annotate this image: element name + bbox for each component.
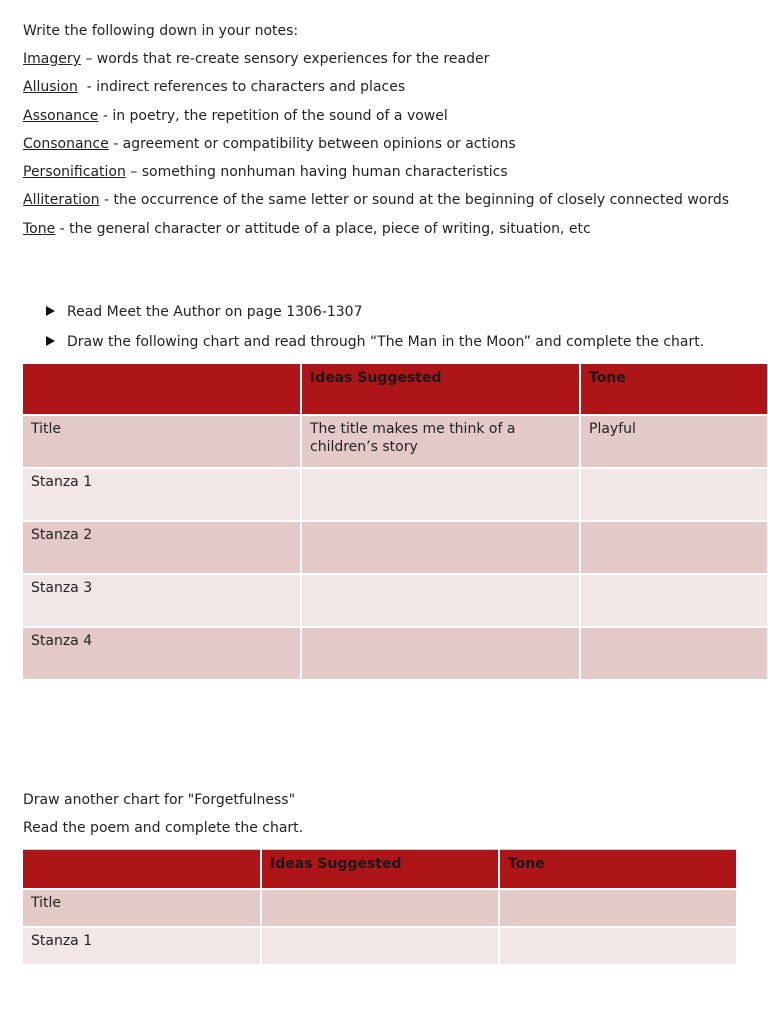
def-assonance: - in poetry, the repetition of the sound of a vowel (98, 108, 448, 124)
bullet-text: Read Meet the Author on page 1306-1307 (67, 304, 363, 320)
ideas-cell: The title makes me think of a children’s story (301, 415, 580, 468)
row-label: Stanza 1 (23, 927, 261, 965)
ideas-cell (301, 468, 580, 521)
table-header-row (23, 364, 768, 415)
term-consonance: Consonance (23, 136, 109, 152)
arrow-bullet-icon (46, 336, 55, 346)
bullet-text: Draw the following chart and read through “The Man in the Moon” and complete the chart. (67, 334, 705, 350)
term-line-assonance (23, 107, 448, 125)
term-personification: Personification (23, 164, 126, 180)
term-assonance: Assonance (23, 108, 99, 124)
ideas-cell (301, 521, 580, 574)
def-tone: - the general character or attitude of a place, piece of writing, situation, etc (55, 221, 591, 237)
term-tone: Tone (23, 221, 56, 237)
header-cell-ideas: Ideas Suggested (301, 364, 580, 415)
ideas-cell (261, 889, 499, 927)
second-read-instruction: Read the poem and complete the chart. (23, 820, 304, 836)
table-header-row (23, 850, 737, 890)
def-alliteration: - the occurrence of the same letter or sound at the beginning of closely connected words (99, 192, 730, 208)
header-cell-tone: Tone (499, 850, 737, 890)
term-line-personification (23, 163, 508, 181)
term-line-allusion (23, 78, 405, 96)
header-cell-tone: Tone (580, 364, 768, 415)
header-cell-ideas: Ideas Suggested (261, 850, 499, 890)
chart-forgetfulness (23, 849, 738, 966)
def-allusion: - indirect references to characters and places (77, 79, 406, 95)
arrow-bullet-icon (46, 306, 55, 316)
table-row (23, 415, 768, 468)
tone-cell (580, 468, 768, 521)
tone-cell (580, 627, 768, 680)
table-row (23, 574, 768, 627)
header-cell-blank (23, 364, 301, 415)
tone-cell (580, 521, 768, 574)
header-cell-blank (23, 850, 261, 890)
term-line-alliteration (23, 191, 729, 209)
ideas-cell (261, 927, 499, 965)
bullet-item (46, 303, 363, 321)
row-label: Stanza 2 (23, 521, 301, 574)
ideas-cell (301, 627, 580, 680)
tone-cell (499, 889, 737, 927)
intro-text: Write the following down in your notes: (23, 23, 299, 39)
term-allusion: Allusion (23, 79, 78, 95)
tone-cell (580, 574, 768, 627)
row-label: Stanza 1 (23, 468, 301, 521)
def-consonance: - agreement or compatibility between opinions or actions (108, 136, 516, 152)
def-imagery: – words that re-create sensory experiences for the reader (80, 51, 490, 67)
table-row (23, 889, 737, 927)
term-line-consonance (23, 135, 516, 153)
tone-cell: Playful (580, 415, 768, 468)
row-label: Title (23, 889, 261, 927)
table-row (23, 627, 768, 680)
bullet-item (46, 333, 704, 351)
table-row (23, 468, 768, 521)
term-line-tone (23, 220, 591, 238)
row-label: Stanza 3 (23, 574, 301, 627)
term-imagery: Imagery (23, 51, 81, 67)
chart-man-in-the-moon (23, 364, 768, 681)
row-label: Stanza 4 (23, 627, 301, 680)
second-chart-instruction: Draw another chart for "Forgetfulness" (23, 792, 296, 808)
table-row (23, 927, 737, 965)
table-row (23, 521, 768, 574)
tone-cell (499, 927, 737, 965)
term-line-imagery (23, 50, 489, 68)
term-alliteration: Alliteration (23, 192, 100, 208)
row-label: Title (23, 415, 301, 468)
ideas-cell (301, 574, 580, 627)
def-personification: – something nonhuman having human characteristics (125, 164, 508, 180)
